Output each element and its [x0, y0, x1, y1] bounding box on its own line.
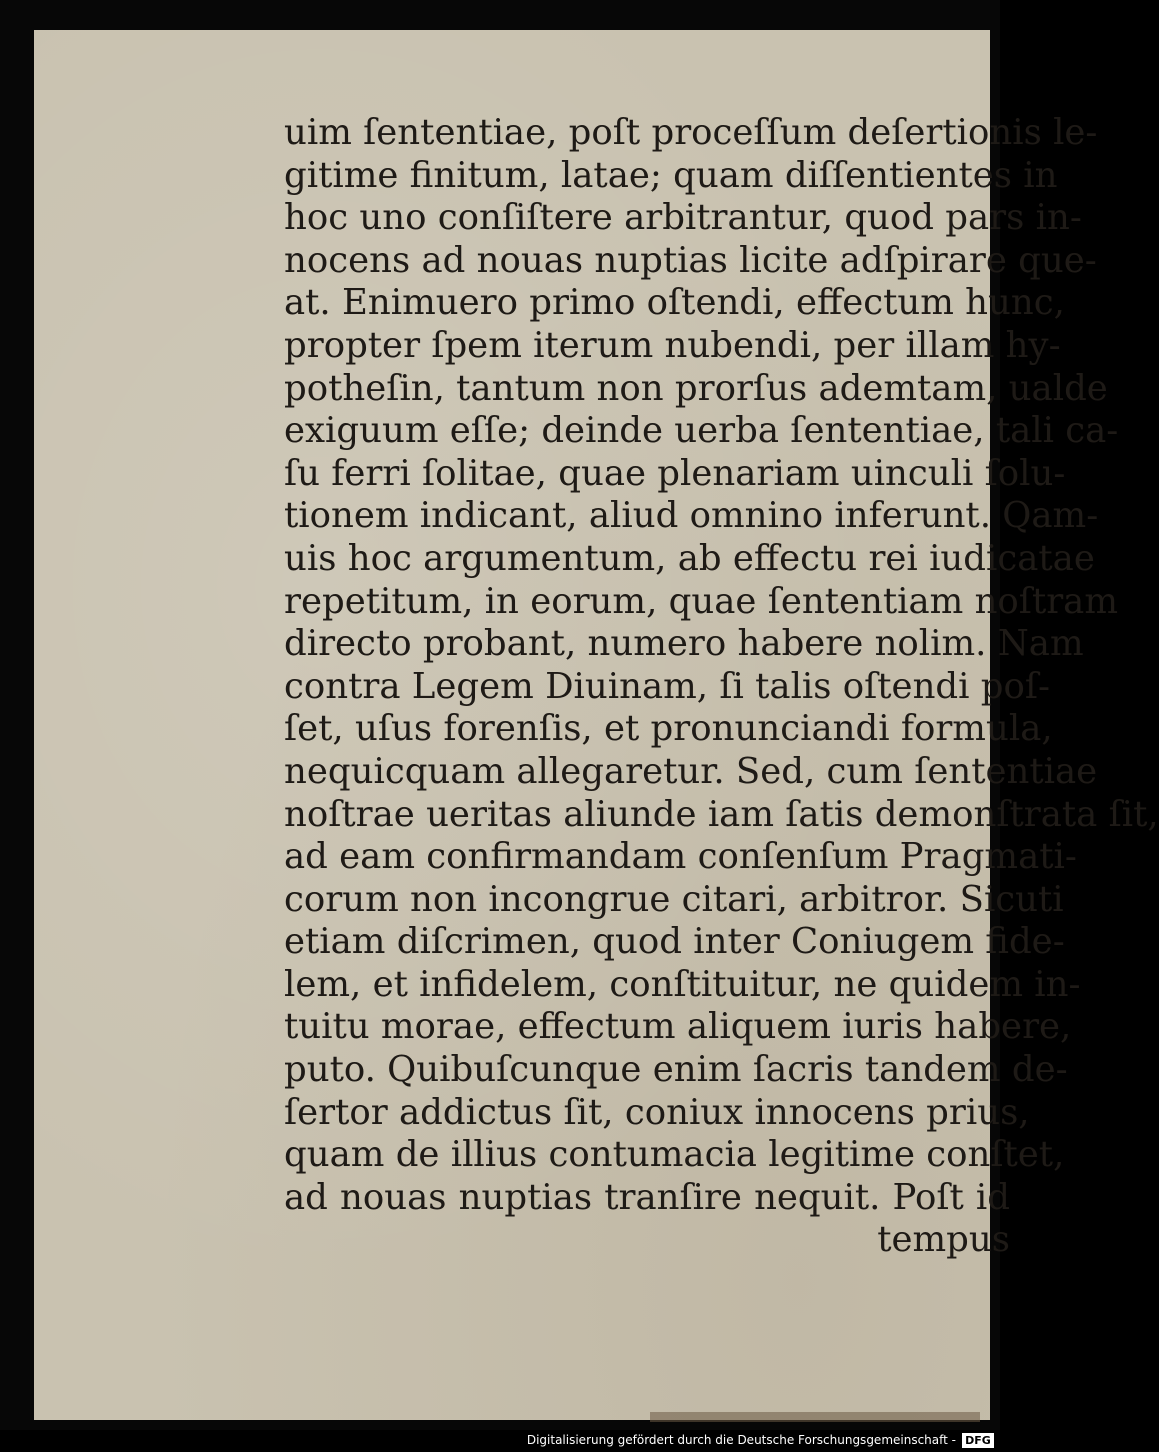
- body-text: [284, 112, 1159, 1262]
- catchword: tempus: [877, 1219, 1010, 1261]
- text-line: hoc uno conſiſtere arbitrantur, quod pars in-: [284, 197, 1082, 239]
- text-line: etiam diſcrimen, quod inter Coniugem fide-: [284, 921, 1065, 963]
- text-line: contra Legem Diuinam, ſi talis oſtendi poſ-: [284, 665, 1051, 707]
- footer-credit: Digitalisierung gefördert durch die Deutsche Forschungsgemeinschaft -: [526, 1433, 956, 1447]
- text-line: exiguum eſſe; deinde uerba ſententiae, tali ca-: [284, 410, 1119, 452]
- text-line: potheſin, tantum non prorſus ademtam, ualde: [284, 367, 1108, 409]
- text-line: uim ſententiae, poſt proceſſum deſertionis le-: [284, 112, 1098, 153]
- text-line: nequicquam allegaretur. Sed, cum ſententiae: [284, 750, 1098, 792]
- text-line: tuitu morae, effectum aliquem iuris habere,: [284, 1006, 1072, 1048]
- text-line: at. Enimuero primo oſtendi, effectum hunc,: [284, 282, 1065, 324]
- text-line: ad eam confirmandam conſenſum Pragmati-: [284, 836, 1077, 878]
- footer-bar: [0, 1430, 1000, 1452]
- text-line: ſertor addictus ſit, coniux innocens prius,: [284, 1091, 1030, 1133]
- text-line: puto. Quibuſcunque enim ſacris tandem de-: [284, 1049, 1068, 1091]
- text-line: gitime finitum, latae; quam diſſentientes in: [284, 154, 1058, 196]
- text-line: tionem indicant, aliud omnino inferunt. Qam-: [284, 495, 1099, 537]
- text-line: quam de illius contumacia legitime conſtet,: [284, 1134, 1065, 1176]
- text-line: noſtrae ueritas aliunde iam ſatis demonſtrata ſit,: [284, 793, 1159, 835]
- text-line: ſet, uſus forenſis, et pronunciandi formula,: [284, 708, 1053, 750]
- dfg-logo-icon: DFG: [962, 1433, 994, 1448]
- text-line: directo probant, numero habere nolim. Nam: [284, 623, 1084, 665]
- text-line: nocens ad nouas nuptias licite adſpirare que-: [284, 239, 1097, 281]
- text-line: repetitum, in eorum, quae ſententiam noſtram: [284, 580, 1119, 622]
- text-line: uis hoc argumentum, ab effectu rei iudicatae: [284, 537, 1095, 579]
- text-line: corum non incongrue citari, arbitror. Sicuti: [284, 878, 1064, 920]
- text-line: lem, et infidelem, conſtituitur, ne quidem in-: [284, 963, 1081, 1005]
- page-scan: [34, 30, 1159, 1420]
- text-line: ſu ferri ſolitae, quae plenariam uinculi ſolu-: [284, 452, 1066, 494]
- page-edge-shadow: [650, 1412, 980, 1422]
- text-line: ad nouas nuptias tranſire nequit. Poſt id: [284, 1176, 1010, 1218]
- text-line: propter ſpem iterum nubendi, per illam hy-: [284, 324, 1061, 366]
